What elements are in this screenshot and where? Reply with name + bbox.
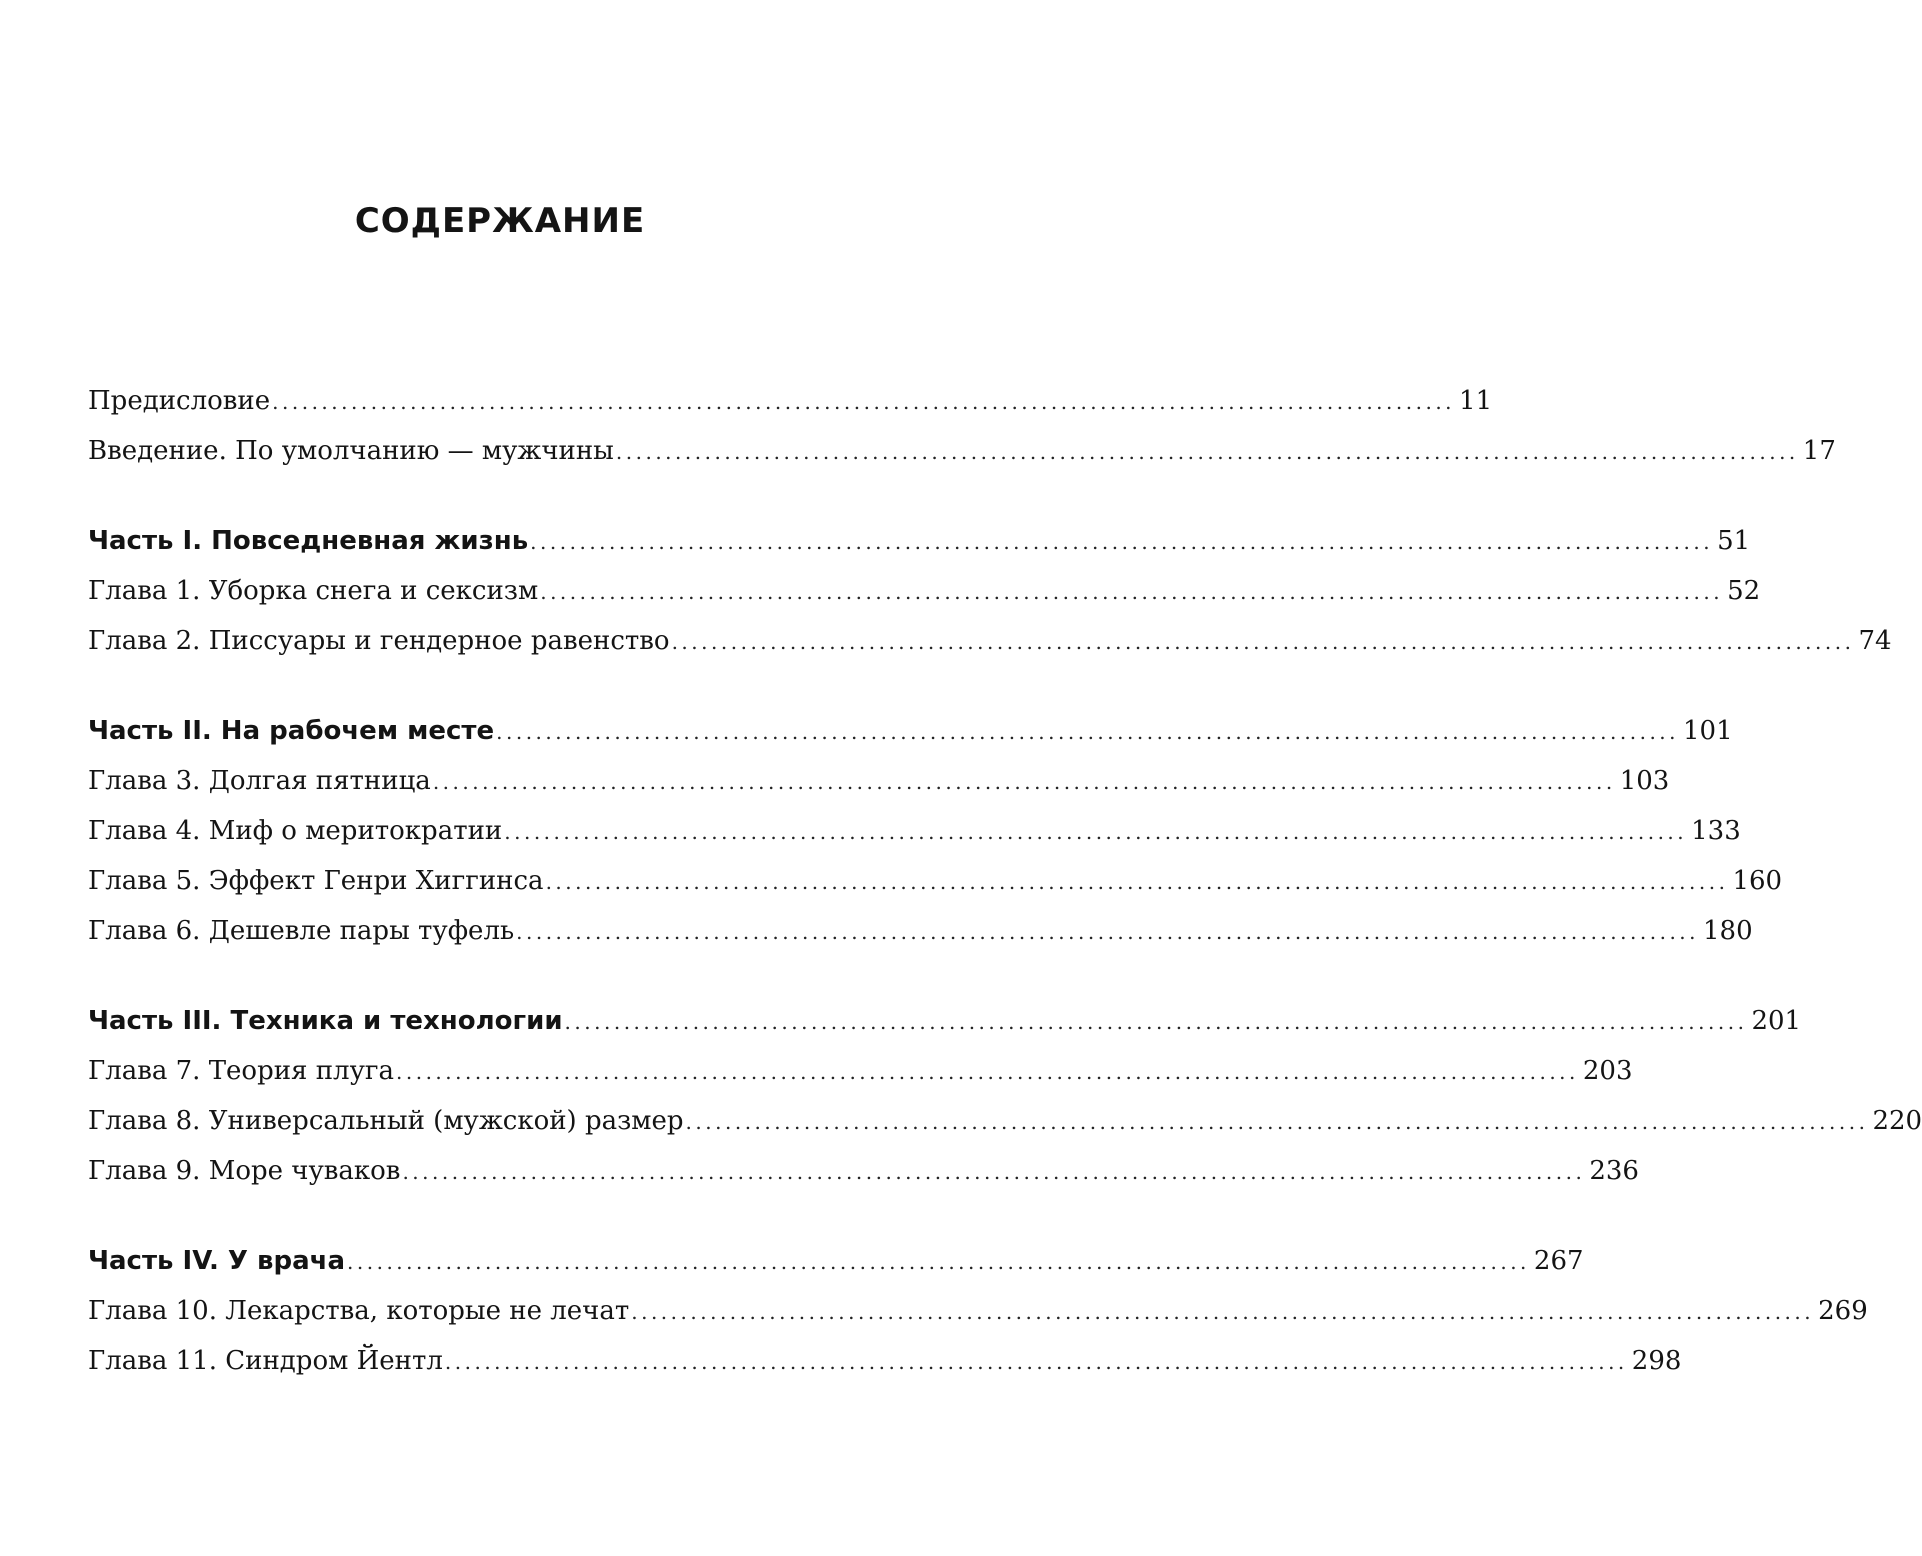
toc-chapter-1	[88, 568, 1761, 614]
toc-entry-label: Глава 11. Синдром Йентл	[88, 1346, 443, 1376]
dot-leader: ........................................................................................................................	[564, 1010, 1748, 1034]
dot-leader: ........................................................................................................................	[540, 580, 1724, 604]
toc-entry-page: 11	[1459, 386, 1493, 416]
dot-leader: ........................................................................................................................	[272, 390, 1456, 414]
toc-entry-label: Глава 8. Универсальный (мужской) размер	[88, 1106, 684, 1136]
toc-entry-page: 17	[1802, 436, 1836, 466]
toc-entry-page: 51	[1717, 526, 1751, 556]
toc-chapter-10	[88, 1288, 1868, 1334]
toc-entry-label: Глава 1. Уборка снега и сексизм	[88, 576, 539, 606]
toc-part-label: Часть II. На рабочем месте	[88, 716, 495, 746]
toc-entry-page: 203	[1582, 1056, 1633, 1086]
toc-entry-page: 133	[1691, 816, 1741, 846]
toc-entry-page: 52	[1727, 576, 1761, 606]
toc-part-3	[88, 998, 1802, 1044]
toc-entry-page: 101	[1683, 716, 1733, 746]
dot-leader: ........................................................................................................................	[631, 1300, 1815, 1324]
dot-leader: ........................................................................................................................	[402, 1160, 1586, 1184]
toc-part-label: Часть IV. У врача	[88, 1246, 346, 1276]
toc-entry-label: Глава 5. Эффект Генри Хиггинса	[88, 866, 544, 896]
dot-leader: ........................................................................................................................	[396, 1060, 1579, 1084]
toc-entry-label: Глава 4. Миф о меритократии	[88, 816, 503, 846]
toc-entry-label: Глава 2. Писсуары и гендерное равенство	[88, 626, 670, 656]
toc-entry-introduction	[88, 428, 1836, 474]
toc-entry-label: Глава 10. Лекарства, которые не лечат	[88, 1296, 630, 1326]
dot-leader: ........................................................................................................................	[615, 440, 1799, 464]
dot-leader: ........................................................................................................................	[685, 1110, 1869, 1134]
toc-chapter-3	[88, 758, 1670, 804]
toc-chapter-8	[88, 1098, 1922, 1144]
dot-leader: ........................................................................................................................	[347, 1250, 1530, 1274]
dot-leader: ........................................................................................................................	[432, 770, 1616, 794]
toc-entry-page: 298	[1631, 1346, 1682, 1376]
toc-chapter-11	[88, 1338, 1682, 1384]
toc-part-label: Часть III. Техника и технологии	[88, 1006, 563, 1036]
toc-entry-page: 74	[1858, 626, 1892, 656]
toc-entry-page: 180	[1703, 916, 1753, 946]
toc-part-2	[88, 708, 1733, 754]
toc-chapter-9	[88, 1148, 1639, 1194]
toc-entry-label: Введение. По умолчанию — мужчины	[88, 436, 614, 466]
dot-leader: ........................................................................................................................	[444, 1350, 1628, 1374]
toc-part-label: Часть I. Повседневная жизнь	[88, 526, 529, 556]
toc-part-1	[88, 518, 1751, 564]
toc-chapter-7	[88, 1048, 1633, 1094]
toc-chapter-6	[88, 908, 1753, 954]
dot-leader: ........................................................................................................................	[545, 870, 1729, 894]
toc-entry-label: Глава 9. Море чуваков	[88, 1156, 401, 1186]
dot-leader: ........................................................................................................................	[530, 530, 1714, 554]
toc-entry-label: Предисловие	[88, 386, 271, 416]
toc-entry-page: 103	[1619, 766, 1670, 796]
toc-entry-page: 160	[1732, 866, 1783, 896]
toc-entry-label: Глава 3. Долгая пятница	[88, 766, 431, 796]
dot-leader: ........................................................................................................................	[671, 630, 1855, 654]
toc-entry-label: Глава 7. Теория плуга	[88, 1056, 394, 1086]
toc-entry-page: 267	[1533, 1246, 1584, 1276]
toc-entry-page: 201	[1751, 1006, 1802, 1036]
toc-entry-page: 269	[1818, 1296, 1868, 1326]
toc-entry-label: Глава 6. Дешевле пары туфель	[88, 916, 515, 946]
toc-part-4	[88, 1238, 1584, 1284]
dot-leader: ........................................................................................................................	[504, 820, 1688, 844]
toc-entry-page: 220	[1872, 1106, 1922, 1136]
page-title: СОДЕРЖАНИЕ	[354, 201, 646, 241]
toc-chapter-4	[88, 808, 1741, 854]
toc-entry-preface	[88, 378, 1493, 424]
toc-chapter-5	[88, 858, 1783, 904]
toc-chapter-2	[88, 618, 1892, 664]
toc-entry-page: 236	[1589, 1156, 1639, 1186]
dot-leader: ........................................................................................................................	[496, 720, 1680, 744]
dot-leader: ........................................................................................................................	[516, 920, 1700, 944]
